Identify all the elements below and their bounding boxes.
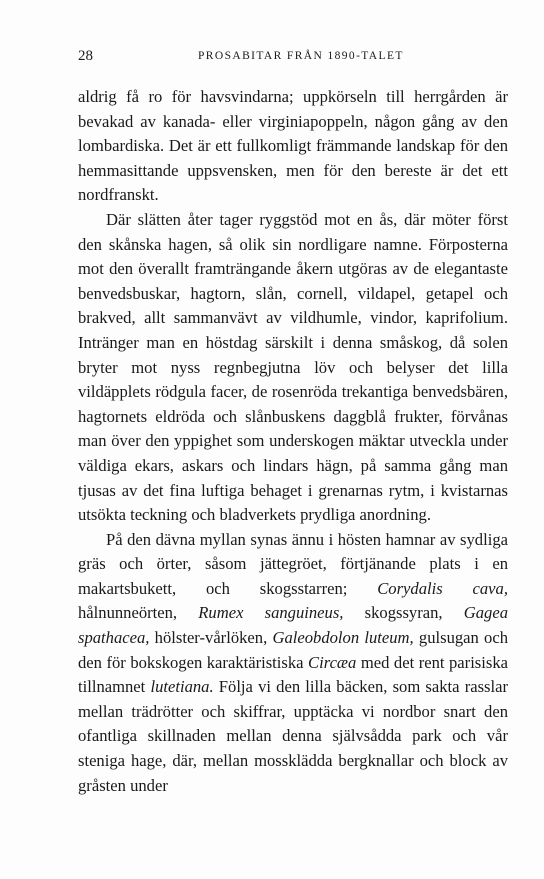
text-run: aldrig få ro för havsvindarna; uppkörseln till herrgården är bevakad av kanada- eller virginiapoppeln, någon gång av den lombardiska. Det är ett fullkomligt främmande landskap för den hemmasittande uppsvensken, men för den bereste är det ett nordfranskt. <box>78 87 508 205</box>
italic-species-name: Corydalis cava, <box>377 578 508 598</box>
paragraph <box>78 208 508 528</box>
text-run: Där slätten åter tager ryggstöd mot en ås, där möter först den skånska hagen, så olik sin nordligare namne. Förposterna mot den överallt framträngande åkern utgöras av de elegantaste benvedsbuskar, hagtorn, slån, cornell, vildapel, getapel och brakved, allt sammanvävt av vildhumle, vindor, kaprifolium. Intränger man en höstdag särskilt i denna småskog, då solen bryter mot nyss regnbegjutna löv och belyser det lilla vildäpplets rödgula facer, de rosenröda trekantiga benvedsbären, hagtornets eldröda och slånbuskens daggblå frukter, förvånas man över den yppighet som underskogen mäktar utveckla under väldiga ekars, askars och lindars hägn, på samma gång man tjusas av det fina luftiga behaget i grenarnas rytm, i kvistarnas utsökta teckning och bladverkets prydliga anordning. <box>78 209 508 525</box>
paragraph <box>78 85 508 208</box>
page-number: 28 <box>78 48 93 64</box>
text-run: gulsugan och den för bokskogen karaktäristiska <box>78 628 509 672</box>
italic-species-name: lutetiana. <box>150 677 214 697</box>
text-run: hölster-vårlöken, <box>149 628 273 648</box>
italic-species-name: Circæa <box>308 652 357 672</box>
text-run: På den dävna myllan synas ännu i hösten hamnar av sydliga gräs och örter, såsom jättegröet, förtjänande plats i en makartsbukett, och skogsstarren; <box>78 529 508 598</box>
text-run: skogssyran, <box>343 603 464 623</box>
italic-species-name: Gagea spathacea, <box>78 603 508 648</box>
text-run: hålnunneörten, <box>78 603 199 623</box>
paragraph <box>78 528 508 799</box>
body-text <box>78 85 508 798</box>
text-run: Följa vi den lilla bäcken, som sakta rasslar mellan trädrötter och skiffrar, upptäcka vi nordbor snart den ofantliga skillnaden mellan denna självsådda park och vår steniga hage, där, mellan mossklädda bergknallar och block av gråsten under <box>78 677 509 795</box>
italic-species-name: Rumex sanguineus, <box>198 603 344 623</box>
running-head: PROSABITAR FRÅN 1890-TALET <box>198 50 404 62</box>
italic-species-name: Galeobdolon luteum, <box>272 628 414 648</box>
page-header <box>78 48 508 68</box>
text-run: med det rent parisiska tillnamnet <box>78 652 508 697</box>
